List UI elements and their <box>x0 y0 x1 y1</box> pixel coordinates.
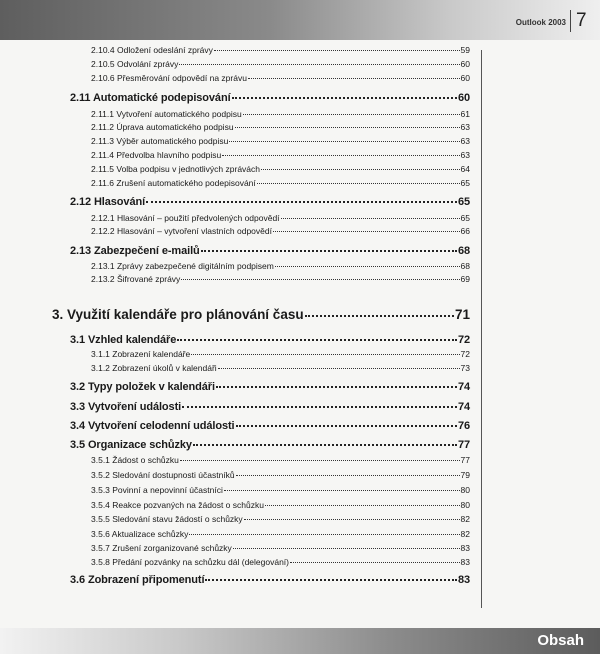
book-title: Outlook 2003 <box>515 18 566 27</box>
toc-entry-page: 68 <box>460 261 470 271</box>
toc-section <box>70 400 470 414</box>
toc-section <box>70 380 470 394</box>
toc-entry-page: 65 <box>460 178 470 188</box>
toc-section <box>70 333 470 347</box>
toc-entry <box>91 109 470 120</box>
toc-entry-page: 59 <box>460 45 470 55</box>
toc-entry-title: 2.11.4 Předvolba hlavního podpisu <box>91 150 222 160</box>
toc-leader <box>281 218 460 219</box>
toc-entry-page: 63 <box>460 122 470 132</box>
toc-entry <box>91 213 470 224</box>
toc-leader <box>146 201 457 203</box>
toc-entry-page: 83 <box>457 574 470 586</box>
toc-leader <box>248 78 460 79</box>
toc-leader <box>193 444 457 446</box>
toc-entry <box>91 45 470 56</box>
toc-leader <box>216 386 457 388</box>
toc-leader <box>222 155 459 156</box>
toc-entry <box>91 514 470 525</box>
toc-entry-title: 2.13.2 Šifrované zprávy <box>91 274 181 284</box>
toc-entry-title: 3.1.1 Zobrazení kalendáře <box>91 349 191 359</box>
toc-entry-title: 3.4 Vytvoření celodenní události <box>70 420 235 432</box>
toc-leader <box>214 50 460 51</box>
toc-entry-page: 74 <box>457 381 470 393</box>
toc-entry-title: 3.5.8 Předání pozvánky na schůzku dál (delegování) <box>91 557 289 567</box>
toc-leader <box>218 368 460 369</box>
toc-entry-page: 83 <box>460 543 470 553</box>
toc-entry-page: 66 <box>460 226 470 236</box>
toc-entry-title: 2.12.2 Hlasování – vytvoření vlastních odpovědí <box>91 226 272 236</box>
toc-leader <box>229 141 459 142</box>
toc-entry <box>91 73 470 84</box>
page-edge <box>0 654 600 664</box>
toc-leader <box>265 505 460 506</box>
toc-entry-title: 2.11.5 Volba podpisu v jednotlivých zprávách <box>91 164 261 174</box>
toc-entry-title: 3.2 Typy položek v kalendáři <box>70 381 215 393</box>
toc-entry-title: 3.5.4 Reakce pozvaných na žádost o schůzku <box>91 500 264 510</box>
toc-entry-title: 3.6 Zobrazení připomenutí <box>70 574 205 586</box>
toc-leader <box>233 548 460 549</box>
toc-entry-page: 65 <box>460 213 470 223</box>
toc-entry-title: 3.5.7 Zrušení zorganizované schůzky <box>91 543 232 553</box>
toc-entry-page: 82 <box>460 514 470 524</box>
toc-entry-title: 2.13 Zabezpečení e-mailů <box>70 245 200 257</box>
toc-entry-page: 61 <box>460 109 470 119</box>
toc-entry-page: 83 <box>460 557 470 567</box>
footer-band <box>0 628 600 654</box>
toc-entry <box>91 122 470 133</box>
toc-entry-title: 2.11.1 Vytvoření automatického podpisu <box>91 109 242 119</box>
toc-leader <box>224 490 460 491</box>
toc-entry-page: 63 <box>460 136 470 146</box>
toc-leader <box>243 114 460 115</box>
toc-entry <box>91 164 470 175</box>
toc-entry-page: 65 <box>457 196 470 208</box>
toc-section <box>70 419 470 433</box>
toc-entry-title: 2.12 Hlasování <box>70 196 146 208</box>
toc-entry <box>91 226 470 237</box>
toc-entry-title: 3.5.2 Sledování dostupnosti účastníků <box>91 470 235 480</box>
toc-leader <box>305 315 454 317</box>
toc-entry-title: 3.5 Organizace schůzky <box>70 439 192 451</box>
toc-entry <box>91 150 470 161</box>
toc-entry-page: 73 <box>460 363 470 373</box>
page-number: 7 <box>570 10 587 32</box>
toc-entry-page: 60 <box>457 92 470 104</box>
toc-leader <box>181 279 459 280</box>
toc-leader <box>191 354 459 355</box>
toc-entry-page: 76 <box>457 420 470 432</box>
toc-entry-title: 3.5.1 Žádost o schůzku <box>91 455 179 465</box>
toc-entry <box>91 59 470 70</box>
toc-entry-title: 2.10.5 Odvolání zprávy <box>91 59 179 69</box>
toc-entry-page: 71 <box>454 307 470 322</box>
toc-entry <box>91 529 470 540</box>
toc-entry <box>91 543 470 554</box>
toc-entry-title: 3.5.6 Aktualizace schůzky <box>91 529 189 539</box>
toc-section <box>70 91 470 105</box>
toc-leader <box>177 339 457 341</box>
toc-entry-page: 82 <box>460 529 470 539</box>
toc-entry <box>91 178 470 189</box>
toc-entry-page: 74 <box>457 401 470 413</box>
toc-entry-page: 69 <box>460 274 470 284</box>
toc-entry-title: 3.3 Vytvoření události <box>70 401 182 413</box>
toc-entry <box>91 363 470 374</box>
toc-leader <box>236 425 457 427</box>
toc-leader <box>275 266 460 267</box>
toc-section <box>70 244 470 258</box>
toc-entry <box>91 557 470 568</box>
toc-entry-page: 80 <box>460 485 470 495</box>
toc-leader <box>235 127 460 128</box>
toc-leader <box>189 534 459 535</box>
toc-entry-page: 80 <box>460 500 470 510</box>
toc-entry-title: 2.11.3 Výběr automatického podpisu <box>91 136 229 146</box>
toc-section <box>70 438 470 452</box>
toc-entry-title: 2.11 Automatické podepisování <box>70 92 231 104</box>
toc-entry-page: 72 <box>460 349 470 359</box>
toc-entry-title: 3. Využití kalendáře pro plánování času <box>52 307 304 322</box>
toc-leader <box>182 406 457 408</box>
toc-entry-page: 63 <box>460 150 470 160</box>
toc-entry <box>91 470 470 481</box>
toc-entry-page: 77 <box>460 455 470 465</box>
toc-leader <box>236 475 460 476</box>
toc-chapter <box>52 306 470 323</box>
toc-leader <box>257 183 460 184</box>
toc-entry <box>91 485 470 496</box>
toc-entry-page: 77 <box>457 439 470 451</box>
toc-entry-title: 3.5.5 Sledování stavu žádostí o schůzky <box>91 514 243 524</box>
toc-entry-title: 2.11.6 Zrušení automatického podepisování <box>91 178 256 188</box>
toc-leader <box>180 460 460 461</box>
toc-entry-page: 64 <box>460 164 470 174</box>
toc-entry <box>91 455 470 466</box>
toc-section <box>70 573 470 587</box>
toc-entry-title: 3.1.2 Zobrazení úkolů v kalendáři <box>91 363 217 373</box>
toc-leader <box>273 231 460 232</box>
toc-entry-page: 68 <box>457 245 470 257</box>
toc-entry-title: 2.10.4 Odložení odeslání zprávy <box>91 45 213 55</box>
toc-entry-title: 3.1 Vzhled kalendáře <box>70 334 177 346</box>
toc-section <box>70 195 470 209</box>
toc-entry-page: 72 <box>457 334 470 346</box>
toc-entry <box>91 349 470 360</box>
toc-leader <box>205 579 457 581</box>
toc-entry-title: 2.13.1 Zprávy zabezpečené digitálním podpisem <box>91 261 274 271</box>
toc-leader <box>261 169 460 170</box>
toc-leader <box>290 562 460 563</box>
toc-entry-title: 3.5.3 Povinní a nepovinní účastníci <box>91 485 223 495</box>
toc-entry-title: 2.11.2 Úprava automatického podpisu <box>91 122 234 132</box>
section-label: Obsah <box>537 632 584 649</box>
toc-leader <box>179 64 459 65</box>
toc-entry-title: 2.10.6 Přesměrování odpovědí na zprávu <box>91 73 247 83</box>
toc-entry-page: 60 <box>460 59 470 69</box>
toc-entry-page: 79 <box>460 470 470 480</box>
toc-leader <box>244 519 460 520</box>
toc-entry-page: 60 <box>460 73 470 83</box>
toc-entry-title: 2.12.1 Hlasování – použití předvolených odpovědí <box>91 213 280 223</box>
toc-entry <box>91 500 470 511</box>
toc-leader <box>201 250 457 252</box>
toc-entry <box>91 274 470 285</box>
toc-leader <box>232 97 457 99</box>
toc-entry <box>91 136 470 147</box>
toc-entry <box>91 261 470 272</box>
